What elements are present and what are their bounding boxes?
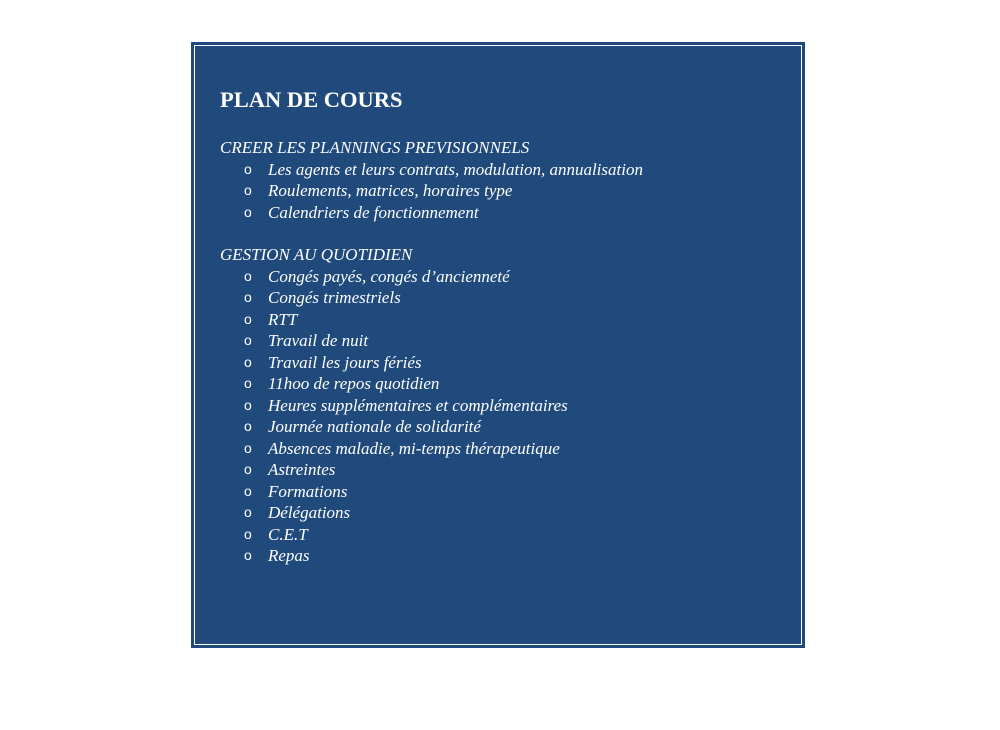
section-heading: CREER LES PLANNINGS PREVISIONNELS bbox=[220, 138, 530, 157]
list-item-label: Repas bbox=[268, 546, 310, 565]
bullet-icon: o bbox=[244, 525, 252, 542]
list-item bbox=[220, 309, 794, 331]
list-item-label: RTT bbox=[268, 309, 298, 329]
course-plan-panel bbox=[191, 42, 805, 648]
list-item bbox=[220, 352, 794, 374]
item-list bbox=[220, 159, 794, 224]
bullet-icon: o bbox=[244, 160, 252, 177]
list-item-label: Roulements, matrices, horaires type bbox=[268, 181, 513, 200]
page-title: PLAN DE COURS bbox=[220, 87, 403, 112]
list-item bbox=[220, 545, 794, 567]
bullet-icon: o bbox=[244, 267, 252, 284]
section-heading: GESTION AU QUOTIDIEN bbox=[220, 245, 413, 264]
bullet-icon: o bbox=[244, 289, 252, 305]
list-item bbox=[220, 416, 794, 438]
item-list bbox=[220, 266, 794, 567]
bullet-icon: o bbox=[244, 439, 252, 456]
list-item bbox=[220, 395, 794, 417]
list-item bbox=[220, 330, 794, 352]
list-item bbox=[220, 159, 794, 181]
list-item bbox=[220, 202, 794, 224]
bullet-icon: o bbox=[244, 482, 252, 499]
list-item-label: Heures supplémentaires et complémentaires bbox=[268, 395, 568, 415]
bullet-icon: o bbox=[244, 182, 252, 198]
list-item bbox=[220, 438, 794, 460]
bullet-icon: o bbox=[244, 396, 252, 413]
list-item-label: Travail les jours fériés bbox=[268, 352, 422, 372]
bullet-icon: o bbox=[244, 203, 252, 220]
list-item-label: Astreintes bbox=[268, 460, 336, 479]
panel-content bbox=[220, 87, 794, 567]
bullet-icon: o bbox=[244, 461, 252, 477]
list-item bbox=[220, 459, 794, 481]
bullet-icon: o bbox=[244, 353, 252, 370]
section-plannings bbox=[220, 137, 794, 223]
list-item bbox=[220, 180, 794, 202]
list-item-label: Travail de nuit bbox=[268, 331, 369, 350]
list-item bbox=[220, 373, 794, 395]
list-item-label: Absences maladie, mi-temps thérapeutique bbox=[268, 438, 560, 458]
list-item-label: Les agents et leurs contrats, modulation, annualisation bbox=[268, 159, 643, 179]
list-item-label: Congés payés, congés d’ancienneté bbox=[268, 266, 510, 286]
list-item bbox=[220, 481, 794, 503]
list-item-label: Délégations bbox=[268, 503, 351, 522]
list-item-label: Calendriers de fonctionnement bbox=[268, 202, 479, 222]
bullet-icon: o bbox=[244, 310, 252, 327]
bullet-icon: o bbox=[244, 504, 252, 520]
list-item bbox=[220, 524, 794, 546]
bullet-icon: o bbox=[244, 547, 252, 563]
bullet-icon: o bbox=[244, 418, 252, 434]
list-item-label: Congés trimestriels bbox=[268, 288, 401, 307]
list-item bbox=[220, 502, 794, 524]
list-item-label: C.E.T bbox=[268, 524, 308, 544]
bullet-icon: o bbox=[244, 332, 252, 348]
bullet-icon: o bbox=[244, 375, 252, 391]
list-item-label: Formations bbox=[268, 481, 348, 501]
list-item bbox=[220, 287, 794, 309]
section-daily-management bbox=[220, 244, 794, 567]
list-item-label: Journée nationale de solidarité bbox=[268, 417, 481, 436]
list-item-label: 11hoo de repos quotidien bbox=[268, 374, 440, 393]
list-item bbox=[220, 266, 794, 288]
